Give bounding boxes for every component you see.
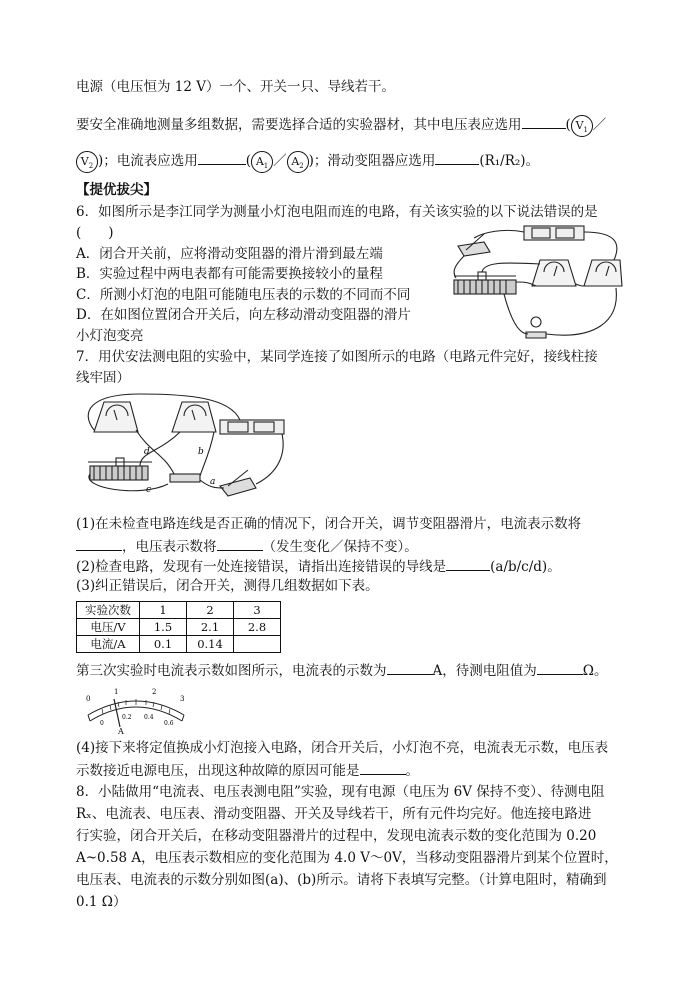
question-7-stem-cont: 线牢固） bbox=[76, 370, 130, 386]
q7-part2 bbox=[76, 556, 561, 577]
text-segment: ( bbox=[565, 117, 571, 133]
meter-tick-label-small: 0.2 bbox=[122, 714, 132, 721]
question-8-line: Rₓ、电流表、电压表、滑动变阻器、开关及导线若干，所有元件均完好。他连接电路进 bbox=[76, 806, 592, 822]
voltmeter-v2-icon: $V_2$ bbox=[76, 151, 98, 173]
answer-blank[interactable] bbox=[76, 536, 122, 551]
table-cell: 0.14 bbox=[187, 636, 234, 653]
table-cell: 1 bbox=[140, 602, 187, 619]
text-segment: ，电压表示数将 bbox=[122, 539, 217, 555]
question-8-line: A~0.58 A，电压表示数相应的变化范围为 4.0 V～0V，当移动变阻器滑片到某个位置时， bbox=[76, 850, 618, 866]
meter-tick-label: 1 bbox=[114, 688, 119, 696]
ammeter-a2-icon: $A_2$ bbox=[287, 151, 309, 173]
text-segment: )；电流表应选用 bbox=[98, 153, 198, 169]
question-8-line: 行实验，闭合开关后，在移动变阻器滑片的过程中，发现电流表示数的变化范围为 0.20 bbox=[76, 828, 597, 844]
text-segment: 第三次实验时电流表示数如图所示，电流表的示数为 bbox=[76, 663, 387, 679]
wire-label-b: b bbox=[198, 447, 204, 457]
q7-part1-cont bbox=[76, 536, 418, 557]
meter-tick-label-small: 0.6 bbox=[164, 720, 174, 727]
answer-blank[interactable] bbox=[217, 536, 263, 551]
answer-paren[interactable]: ( ) bbox=[76, 225, 114, 241]
answer-blank[interactable] bbox=[522, 114, 566, 129]
wire-label-c: c bbox=[146, 485, 152, 495]
question-6-stem: 6．如图所示是李江同学为测量小灯泡电阻而连的电路，有关该实验的以下说法错误的是 bbox=[76, 204, 598, 220]
meter-tick-label-small: 0.4 bbox=[144, 714, 154, 721]
ammeter-a1-icon: $A_1$ bbox=[251, 151, 273, 173]
question-8-line: 0.1 Ω） bbox=[76, 894, 127, 910]
data-table bbox=[76, 601, 281, 653]
q7-part4: (4)接下来将定值换成小灯泡接入电路，闭合开关后，小灯泡不亮，电流表无示数，电压表 bbox=[76, 740, 609, 756]
q7-part1: (1)在未检查电路连线是否正确的情况下，闭合开关，调节变阻器滑片，电流表示数将 bbox=[76, 516, 582, 532]
table-row bbox=[77, 636, 281, 653]
answer-blank[interactable] bbox=[360, 760, 406, 775]
answer-blank[interactable] bbox=[387, 660, 433, 675]
table-cell: 2.1 bbox=[187, 619, 234, 636]
table-cell[interactable] bbox=[234, 636, 281, 653]
q7-part3b bbox=[76, 660, 607, 681]
meter-tick-label: 2 bbox=[152, 688, 157, 696]
table-cell: 1.5 bbox=[140, 619, 187, 636]
table-cell: 电流/A bbox=[77, 636, 140, 653]
text-segment: （发生变化／保持不变）。 bbox=[262, 539, 418, 555]
question-8-line: 电压表、电流表的示数分别如图(a)、(b)所示。请将下表填写完整。（计算电阻时，精确到 bbox=[76, 872, 607, 888]
option-c: C．所测小灯泡的电阻可能随电压表的示数的不同而不同 bbox=[76, 287, 411, 303]
table-cell: 3 bbox=[234, 602, 281, 619]
wire-label-a: a bbox=[210, 477, 216, 487]
wire-label-d: d bbox=[144, 447, 150, 457]
slash: ／ bbox=[592, 117, 607, 133]
voltmeter-v1-icon: $V_1$ bbox=[571, 115, 593, 137]
text-line bbox=[76, 150, 539, 173]
answer-blank[interactable] bbox=[198, 150, 246, 165]
text-segment: )；滑动变阻器应选用 bbox=[308, 153, 436, 169]
q7-part4-cont bbox=[76, 760, 419, 781]
meter-tick-label-small: 0 bbox=[100, 720, 104, 727]
table-cell: 0.1 bbox=[140, 636, 187, 653]
circuit-figure-q7 bbox=[80, 392, 294, 502]
meter-tick-label: 3 bbox=[180, 695, 185, 703]
meter-unit-label: A bbox=[118, 727, 124, 735]
text-segment: (a/b/c/d)。 bbox=[490, 559, 561, 575]
option-b: B．实验过程中两电表都有可能需要换接较小的量程 bbox=[76, 266, 383, 282]
section-heading: 【提优拔尖】 bbox=[76, 182, 157, 198]
answer-blank[interactable] bbox=[435, 150, 479, 165]
table-cell: 实验次数 bbox=[77, 602, 140, 619]
meter-tick-label: 0 bbox=[86, 695, 91, 703]
table-cell: 电压/V bbox=[77, 619, 140, 636]
question-7-stem: 7．用伏安法测电阻的实验中，某同学连接了如图所示的电路（电路元件完好，接线柱接 bbox=[76, 349, 598, 365]
option-a: A．闭合开关前，应将滑动变阻器的滑片滑到最左端 bbox=[76, 246, 383, 262]
question-8-stem: 8．小陆做用“电流表、电压表测电阻”实验，现有电源（电压为 6V 保持不变）、待测电阻 bbox=[76, 784, 605, 800]
text-segment: A，待测电阻值为 bbox=[432, 663, 537, 679]
text-segment: (R₁/R₂)。 bbox=[479, 153, 540, 169]
text-line bbox=[76, 114, 606, 137]
circuit-figure-q6 bbox=[444, 222, 624, 352]
text-segment: 要安全准确地测量多组数据，需要选择合适的实验器材，其中电压表应选用 bbox=[76, 117, 522, 133]
table-cell: 2.8 bbox=[234, 619, 281, 636]
answer-blank[interactable] bbox=[537, 660, 583, 675]
text-segment: 。 bbox=[405, 763, 419, 779]
answer-blank[interactable] bbox=[446, 556, 490, 571]
table-row bbox=[77, 602, 281, 619]
text-segment: ( bbox=[245, 153, 252, 169]
text-segment: (2)检查电路，发现有一处连接错误，请指出连接错误的导线是 bbox=[76, 559, 447, 575]
text-line: 电源（电压恒为 12 V）一个、开关一只、导线若干。 bbox=[76, 79, 396, 95]
ammeter-dial-figure bbox=[80, 685, 192, 735]
option-d-cont: 小灯泡变亮 bbox=[76, 328, 144, 344]
slash: ／ bbox=[273, 153, 287, 169]
table-row bbox=[77, 619, 281, 636]
text-segment: 示数接近电源电压，出现这种故障的原因可能是 bbox=[76, 763, 360, 779]
text-segment: Ω。 bbox=[582, 663, 608, 679]
table-cell: 2 bbox=[187, 602, 234, 619]
q7-part3: (3)纠正错误后，闭合开关，测得几组数据如下表。 bbox=[76, 578, 379, 594]
option-d: D．在如图位置闭合开关后，向左移动滑动变阻器的滑片 bbox=[76, 307, 411, 323]
